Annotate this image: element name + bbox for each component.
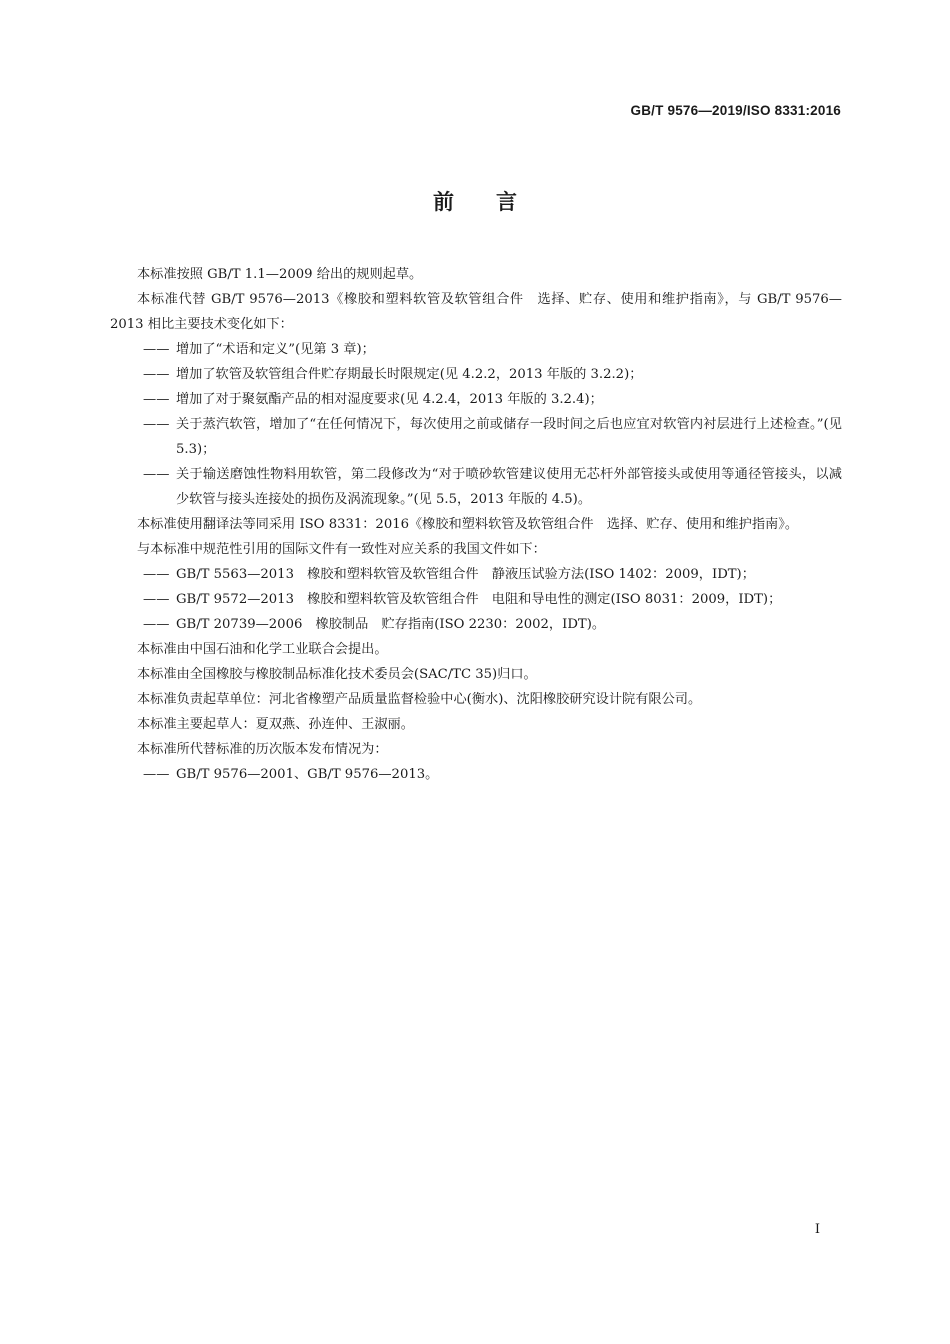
list-item <box>110 337 842 362</box>
paragraph-adoption: 本标准使用翻译法等同采用 ISO 8331：2016《橡胶和塑料软管及软管组合件 选择、贮存、使用和维护指南》。 <box>137 517 799 532</box>
dash-mark: —— <box>143 567 170 582</box>
dash-mark: —— <box>143 342 170 357</box>
list-item <box>110 562 842 587</box>
dash-mark: —— <box>143 617 170 632</box>
dash-mark: —— <box>143 592 170 607</box>
list-item-text: 增加了对于聚氨酯产品的相对湿度要求(见 4.2.4，2013 年版的 3.2.4)； <box>176 392 603 407</box>
paragraph-drafting-units: 本标准负责起草单位：河北省橡塑产品质量监督检验中心(衡水)、沈阳橡胶研究设计院有限公司。 <box>137 692 702 707</box>
standard-code-header: GB/T 9576—2019/ISO 8331:2016 <box>630 103 841 118</box>
list-item-text: GB/T 20739—2006 橡胶制品 贮存指南(ISO 2230：2002，IDT)。 <box>176 617 606 632</box>
dash-mark: —— <box>143 767 170 782</box>
list-item <box>110 362 842 387</box>
paragraph-replacement: 本标准代替 GB/T 9576—2013《橡胶和塑料软管及软管组合件 选择、贮存、使用和维护指南》，与 GB/T 9576—2013 相比主要技术变化如下： <box>110 292 842 332</box>
paragraph-committee: 本标准由全国橡胶与橡胶制品标准化技术委员会(SAC/TC 35)归口。 <box>137 667 537 682</box>
list-item-text: GB/T 5563—2013 橡胶和塑料软管及软管组合件 静液压试验方法(ISO 1402：2009，IDT)； <box>176 567 755 582</box>
dash-mark: —— <box>143 367 170 382</box>
list-item-text: GB/T 9576—2001、GB/T 9576—2013。 <box>176 767 439 782</box>
list-item-text: 增加了“术语和定义”(见第 3 章)； <box>176 342 375 357</box>
dash-mark: —— <box>143 467 170 482</box>
list-item-text: GB/T 9572—2013 橡胶和塑料软管及软管组合件 电阻和导电性的测定(ISO 8031：2009，IDT)； <box>176 592 782 607</box>
paragraph-normative-references: 与本标准中规范性引用的国际文件有一致性对应关系的我国文件如下： <box>137 542 546 557</box>
list-item <box>110 462 842 512</box>
list-item-text: 关于蒸汽软管，增加了“在任何情况下，每次使用之前或储存一段时间之后也应宜对软管内衬层进行上述检查。”(见 5.3)； <box>176 417 842 457</box>
paragraph-drafters: 本标准主要起草人：夏双燕、孙连仲、王淑丽。 <box>137 717 414 732</box>
page-title: 前言 <box>433 190 559 214</box>
paragraph-proposer: 本标准由中国石油和化学工业联合会提出。 <box>137 642 388 657</box>
dash-mark: —— <box>143 417 170 432</box>
list-item <box>110 612 842 637</box>
dash-mark: —— <box>143 392 170 407</box>
paragraph-drafting-rules: 本标准按照 GB/T 1.1—2009 给出的规则起草。 <box>137 267 423 282</box>
document-body <box>110 262 842 787</box>
list-item <box>110 762 842 787</box>
page-number: I <box>814 1222 820 1237</box>
list-item-text: 关于输送磨蚀性物料用软管，第二段修改为“对于喷砂软管建议使用无芯杆外部管接头或使用等通径管接头，以减少软管与接头连接处的损伤及涡流现象。”(见 5.5，2013 年版的 4.5)。 <box>176 467 842 507</box>
list-item <box>110 412 842 462</box>
list-item <box>110 587 842 612</box>
paragraph-previous-editions: 本标准所代替标准的历次版本发布情况为： <box>137 742 388 757</box>
list-item <box>110 387 842 412</box>
list-item-text: 增加了软管及软管组合件贮存期最长时限规定(见 4.2.2，2013 年版的 3.2.2)； <box>176 367 643 382</box>
